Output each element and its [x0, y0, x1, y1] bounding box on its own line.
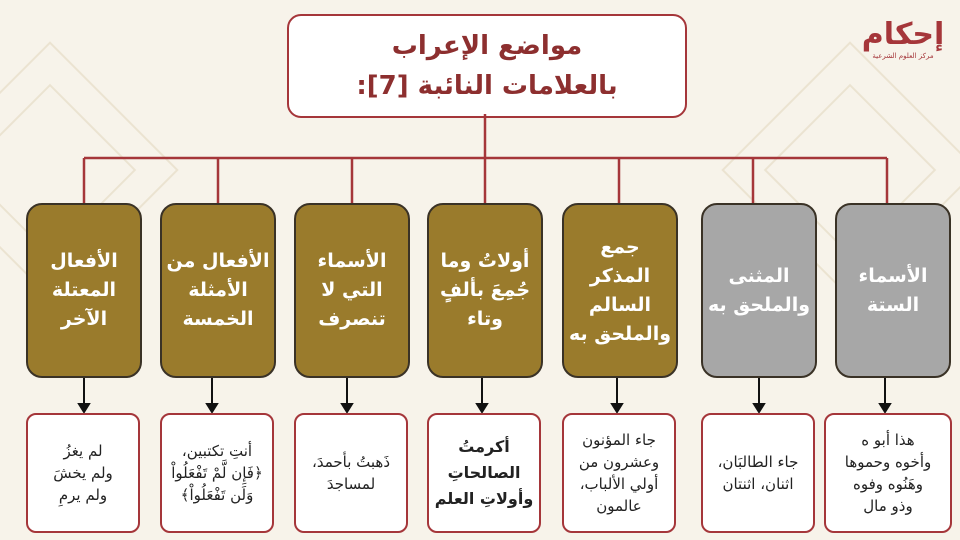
arrow-icon	[612, 404, 622, 412]
arrow-icon	[79, 404, 89, 412]
arrow-icon	[477, 404, 487, 412]
title-line-1: مواضع الإعراب	[391, 31, 583, 61]
example-box-dual: جاء الطالبَان، اثنان، اثنتان	[701, 413, 815, 533]
logo-mark: إحكام	[861, 17, 945, 52]
card-defective-verbs: الأفعال المعتلة الآخر	[26, 203, 142, 378]
arrow-icon	[754, 404, 764, 412]
arrow-icon	[207, 404, 217, 412]
example-box-defective-verbs: لم يغزُ ولم يخشَ ولم يرمِ	[26, 413, 140, 533]
title-line-2: بالعلامات النائبة [7]:	[356, 71, 618, 101]
logo-subtitle: مركز العلوم الشرعية	[872, 52, 934, 60]
example-box-diptotes: ذَهبتُ بأحمدَ، لمساجدَ	[294, 413, 408, 533]
card-diptotes: الأسماء التي لا تنصرف	[294, 203, 410, 378]
example-box-five-verbs: أنتِ تكتبين، ﴿فَإِن لَّمْ تَفْعَلُواْ وَلَن تَفْعَلُواْ﴾	[160, 413, 274, 533]
card-six-nouns: الأسماء الستة	[835, 203, 951, 378]
arrow-icon	[880, 404, 890, 412]
arrow-icon	[342, 404, 352, 412]
example-box-masculine-plural: جاء المؤنون وعشرون من أولي الألباب، عالمون	[562, 413, 676, 533]
card-masculine-plural: جمع المذكر السالم والملحق به	[562, 203, 678, 378]
card-feminine-plural: أولاتُ وما جُمِعَ بألفٍ وتاء	[427, 203, 543, 378]
card-dual: المثنى والملحق به	[701, 203, 817, 378]
example-box-feminine-plural: أكرمتُ الصالحاتِ وأولاتِ العلم	[427, 413, 541, 533]
example-box-six-nouns: هذا أبو ه وأخوه وحموها وهَنُوه وفوه وذو مال	[824, 413, 952, 533]
card-five-verbs: الأفعال من الأمثلة الخمسة	[160, 203, 276, 378]
